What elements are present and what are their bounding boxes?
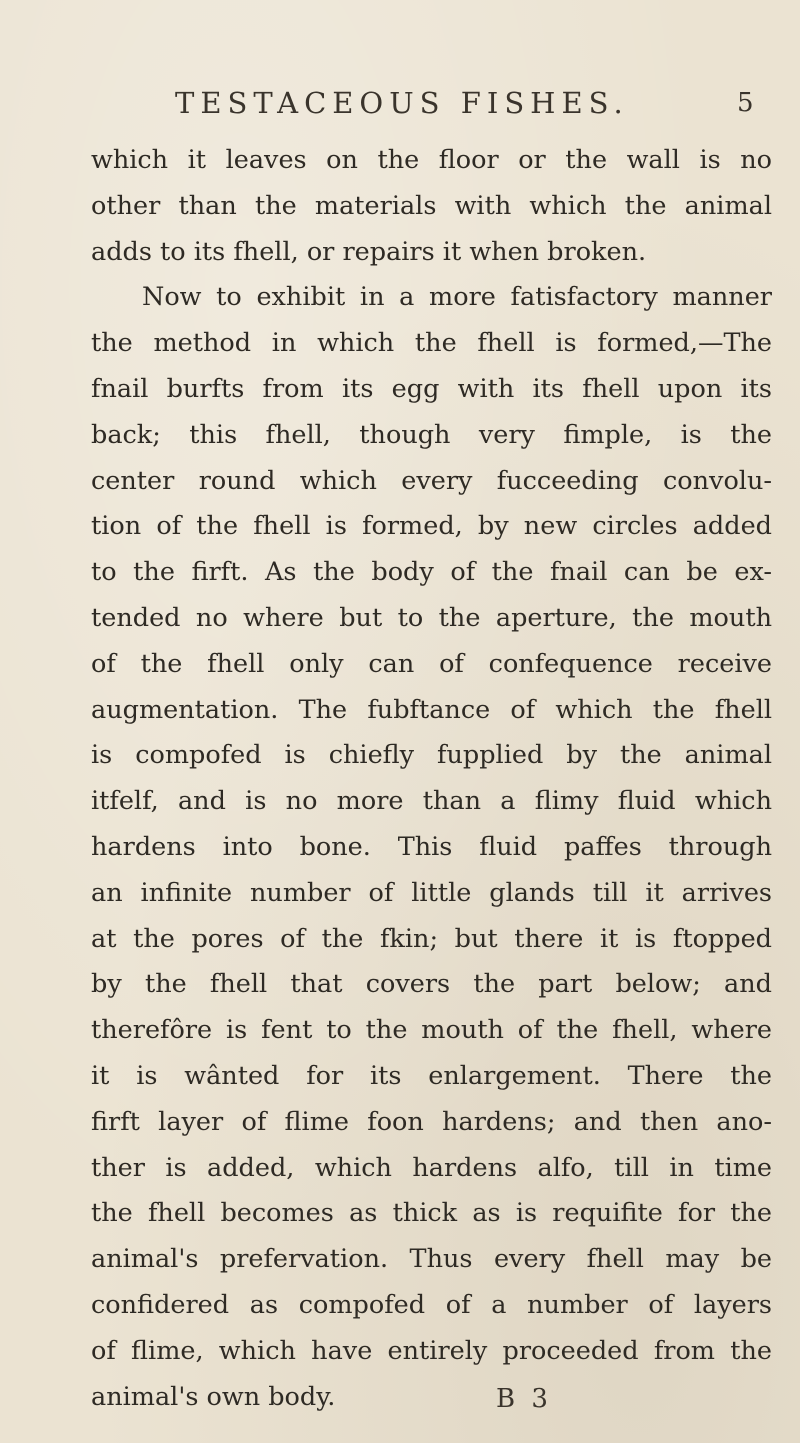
- text-line: augmentation. The fubftance of which the fhell: [91, 694, 772, 725]
- text-line: itfelf, and is no more than a flimy fluid which: [91, 786, 772, 817]
- text-line: which it leaves on the floor or the wall is no: [91, 145, 772, 175]
- text-line: confidered as compofed of a number of layers: [91, 1289, 772, 1320]
- text-line: an infinite number of little glands till it arrives: [91, 877, 772, 908]
- text-line: therefôre is fent to the mouth of the fhell, where: [91, 1015, 772, 1046]
- text-line: is compofed is chiefly fupplied by the animal: [91, 740, 772, 771]
- text-line: of the fhell only can of confequence receive: [91, 648, 772, 679]
- text-line: to the firft. As the body of the fnail can be ex-: [91, 557, 772, 588]
- page-number: 5: [737, 88, 754, 118]
- text-line: Now to exhibit in a more fatisfactory manner: [142, 282, 772, 313]
- text-line: adds to its fhell, or repairs it when broken.: [91, 236, 647, 267]
- text-line: at the pores of the fkin; but there it is ftopped: [91, 923, 772, 954]
- text-line: other than the materials with which the animal: [91, 190, 772, 221]
- text-line: it is wânted for its enlargement. There the: [91, 1060, 772, 1091]
- text-line: firft layer of flime foon hardens; and then ano-: [91, 1106, 772, 1137]
- text-line: hardens into bone. This fluid paffes through: [91, 831, 772, 862]
- text-line: center round which every fucceeding convolu-: [91, 465, 772, 496]
- text-line: tion of the fhell is formed, by new circles added: [91, 511, 772, 542]
- text-line: tended no where but to the aperture, the mouth: [91, 602, 772, 633]
- text-line: by the fhell that covers the part below; and: [91, 969, 772, 1000]
- body-text: [42, 138, 772, 1420]
- text-line: the fhell becomes as thick as is requifite for the: [91, 1198, 772, 1229]
- text-line: of flime, which have entirely proceeded from the: [91, 1335, 772, 1366]
- text-line: animal's prefervation. Thus every fhell may be: [91, 1244, 772, 1275]
- text-line: animal's own body.: [91, 1381, 336, 1412]
- text-line: back; this fhell, though very fimple, is the: [91, 419, 772, 450]
- text-line: fnail burfts from its egg with its fhell upon its: [91, 373, 772, 404]
- text-line: the method in which the fhell is formed,—The: [91, 328, 772, 359]
- running-head: TESTACEOUS FISHES.: [175, 86, 629, 120]
- signature-mark: B 3: [496, 1384, 552, 1414]
- text-line: ther is added, which hardens alfo, till in time: [91, 1152, 772, 1183]
